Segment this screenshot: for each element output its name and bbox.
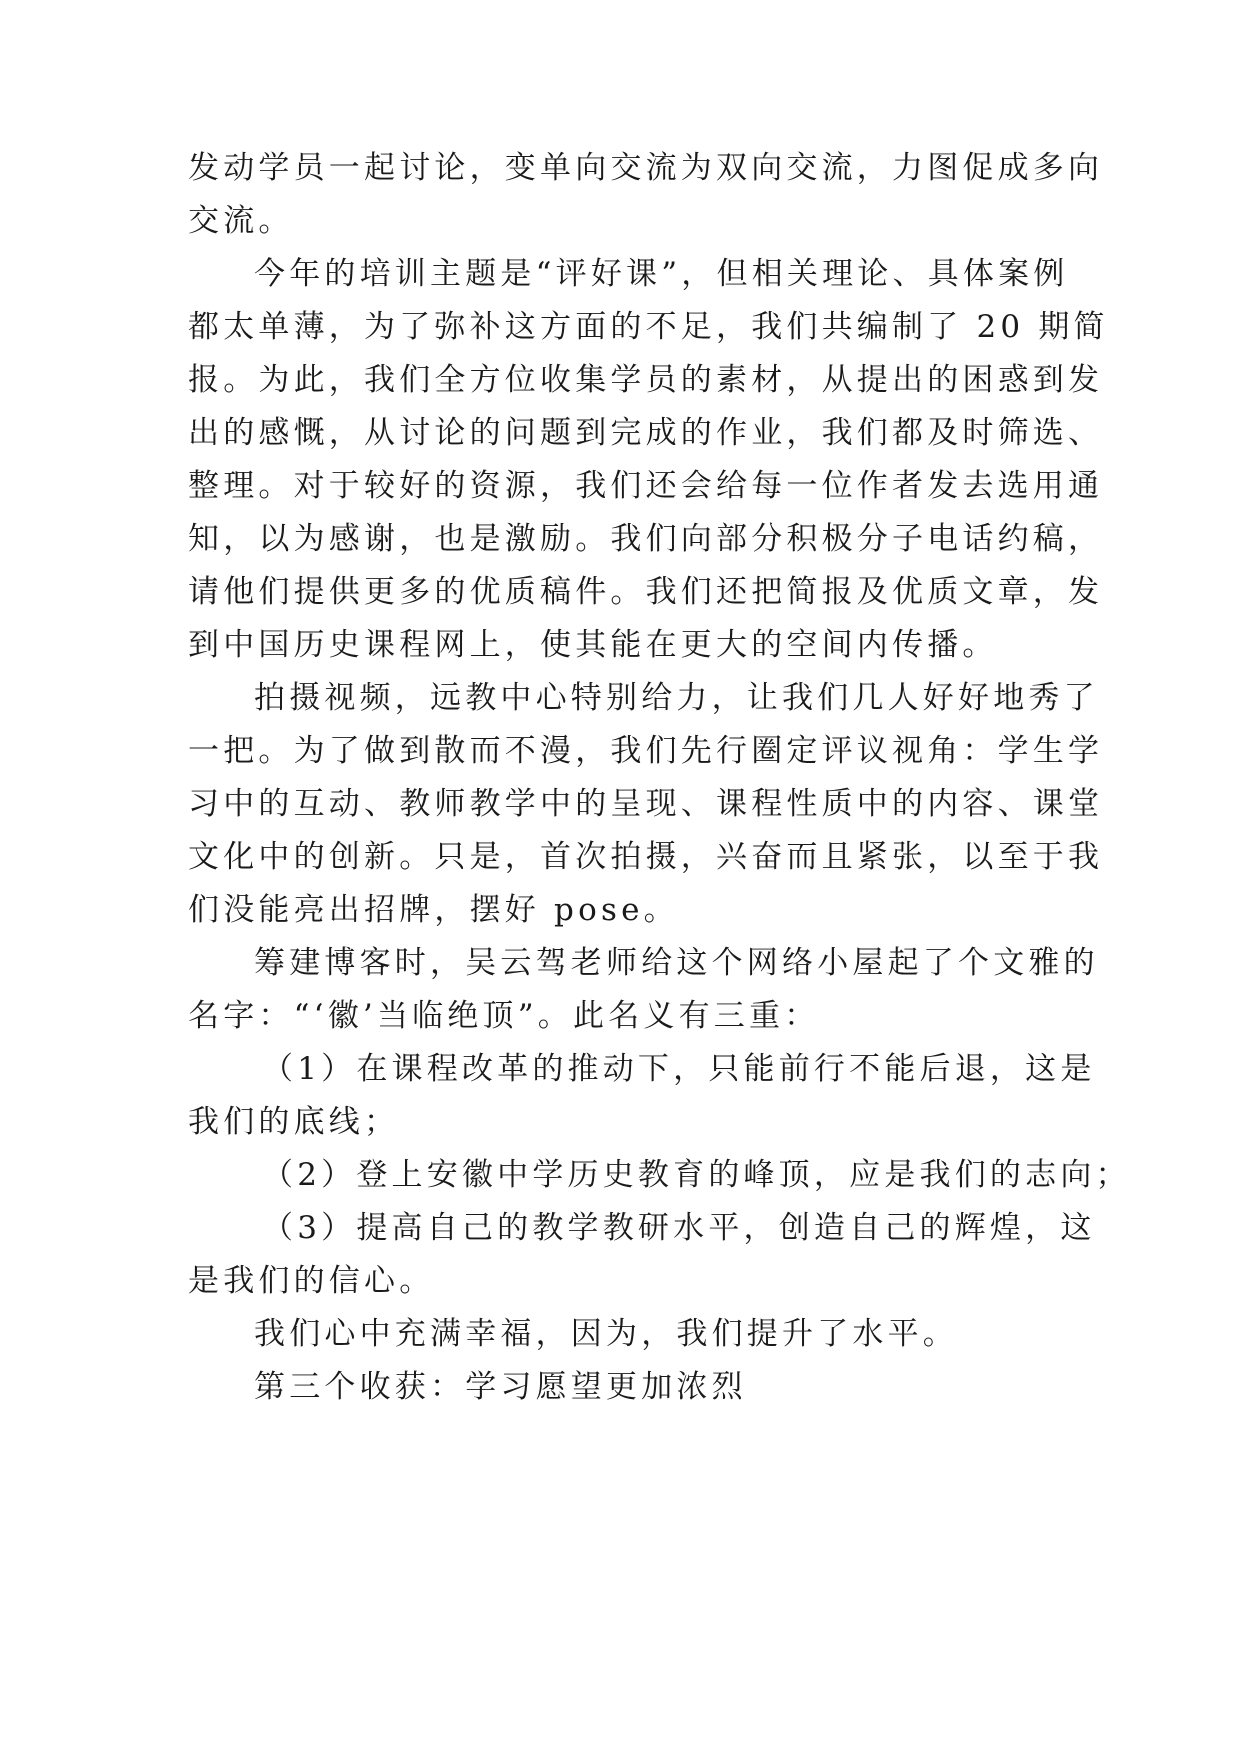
- text-line: 发动学员一起讨论，变单向交流为双向交流，力图促成多向: [188, 150, 1104, 186]
- paragraph-start: 我们心中充满幸福，因为，我们提升了水平。: [254, 1316, 958, 1352]
- text-line: 整理。对于较好的资源，我们还会给每一位作者发去选用通: [188, 468, 1104, 504]
- text-line: 到中国历史课程网上，使其能在更大的空间内传播。: [188, 627, 998, 663]
- text-line: 报。为此，我们全方位收集学员的素材，从提出的困惑到发: [188, 362, 1104, 398]
- list-item-3: （3）提高自己的教学教研水平，创造自己的辉煌，这: [262, 1210, 1096, 1246]
- text-line: 我们的底线；: [188, 1104, 400, 1140]
- text-line: 都太单薄，为了弥补这方面的不足，我们共编制了 20 期简: [188, 309, 1109, 345]
- paragraph-start: 筹建博客时，吴云驾老师给这个网络小屋起了个文雅的: [254, 945, 1099, 981]
- text-line: 一把。为了做到散而不漫，我们先行圈定评议视角：学生学: [188, 733, 1104, 769]
- text-line: 名字：“‘徽’当临绝顶”。此名义有三重：: [188, 998, 820, 1034]
- paragraph-start: 今年的培训主题是“评好课”，但相关理论、具体案例: [254, 256, 1069, 292]
- text-line: 是我们的信心。: [188, 1263, 435, 1299]
- list-item-1: （1）在课程改革的推动下，只能前行不能后退，这是: [262, 1051, 1096, 1087]
- section-heading: 第三个收获：学习愿望更加浓烈: [254, 1369, 747, 1405]
- text-line: 们没能亮出招牌，摆好 pose。: [188, 892, 679, 928]
- text-line: 习中的互动、教师教学中的呈现、课程性质中的内容、课堂: [188, 786, 1104, 822]
- text-line: 文化中的创新。只是，首次拍摄，兴奋而且紧张，以至于我: [188, 839, 1104, 875]
- text-line: 请他们提供更多的优质稿件。我们还把简报及优质文章，发: [188, 574, 1104, 610]
- text-line: 知，以为感谢，也是激励。我们向部分积极分子电话约稿，: [188, 521, 1104, 557]
- text-line: 交流。: [188, 203, 294, 239]
- list-item-2: （2）登上安徽中学历史教育的峰顶，应是我们的志向；: [262, 1157, 1131, 1193]
- text-line: 出的感慨，从讨论的问题到完成的作业，我们都及时筛选、: [188, 415, 1104, 451]
- paragraph-start: 拍摄视频，远教中心特别给力，让我们几人好好地秀了: [254, 680, 1099, 716]
